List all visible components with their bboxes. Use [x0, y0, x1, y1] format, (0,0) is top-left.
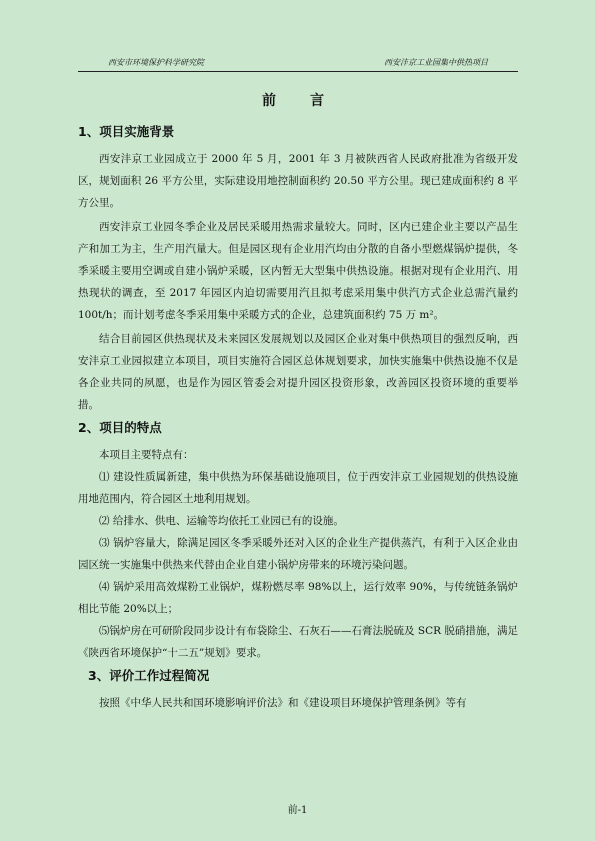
- paragraph: 按照《中华人民共和国环境影响评价法》和《建设项目环境保护管理条例》等有: [99, 697, 467, 709]
- section-heading-features: 2、项目的特点: [78, 420, 162, 435]
- section-heading-evaluation: 3、评价工作过程简况: [88, 668, 210, 683]
- list-item: ⑵ 给排水、供电、运输等均依托工业园已有的设施。: [99, 515, 344, 527]
- paragraph: 本项目主要特点有：: [99, 449, 194, 461]
- page-number: 前-1: [287, 805, 308, 816]
- list-item: ⑸锅炉房在可研阶段同步设计有布袋除尘、石灰石——石膏法脱硫及 SCR 脱硝措施，满足《陕西省环境保护“十二五”规划》要求。: [78, 625, 518, 659]
- page-title: 前 言: [262, 93, 334, 109]
- list-item: ⑴ 建设性质属新建，集中供热为环保基础设施项目，位于西安沣京工业园规划的供热设施用地范围内，符合园区土地利用规划。: [78, 471, 518, 505]
- paragraph: 结合目前园区供热现状及未来园区发展规划以及园区企业对集中供热项目的强烈反响，西安沣京工业园拟建立本项目，项目实施符合园区总体规划要求，加快实施集中供热设施不仅是各企业共同的夙愿，也是作为园区管委会对提升园区投资形象，改善园区投资环境的重要举措。: [78, 333, 518, 411]
- header-organization: 西安市环境保护科学研究院: [108, 58, 204, 67]
- paragraph: 西安沣京工业园冬季企业及居民采暖用热需求量较大。同时，区内已建企业主要以产品生产和加工为主，生产用汽量大。但是园区现有企业用汽均由分散的自备小型燃煤锅炉提供，冬季采暖主要用空调或自建小锅炉采暖，区内暂无大型集中供热设施。根据对现有企业用汽、用热现状的调查，至 2017 年园区内迫切需要用汽且拟考虑采用集中供汽方式企业总需汽量约 100t/h；而计划考虑冬季采用集中采暖方式的企业，总建筑面积约 75 万 m²。: [78, 221, 518, 321]
- list-item: ⑷ 锅炉采用高效煤粉工业锅炉，煤粉燃尽率 98%以上，运行效率 90%，与传统链条锅炉相比节能 20%以上；: [78, 581, 518, 615]
- running-header: [78, 57, 518, 71]
- feature-list: [78, 466, 518, 664]
- header-project-name: 西安沣京工业园集中供热项目: [384, 58, 488, 67]
- paragraph: 西安沣京工业园成立于 2000 年 5 月，2001 年 3 月被陕西省人民政府批准为省级开发区，规划面积 26 平方公里，实际建设用地控制面积约 20.50 平方公里。现已建成面积约 8 平方公里。: [78, 153, 518, 209]
- list-item: ⑶ 锅炉容量大，除满足园区冬季采暖外还对入区的企业生产提供蒸汽，有利于入区企业由园区统一实施集中供热来代替由企业自建小锅炉房带来的环境污染问题。: [78, 537, 518, 571]
- section-heading-background: 1、项目实施背景: [78, 124, 175, 139]
- document-body: [78, 90, 518, 714]
- header-divider: [78, 71, 518, 72]
